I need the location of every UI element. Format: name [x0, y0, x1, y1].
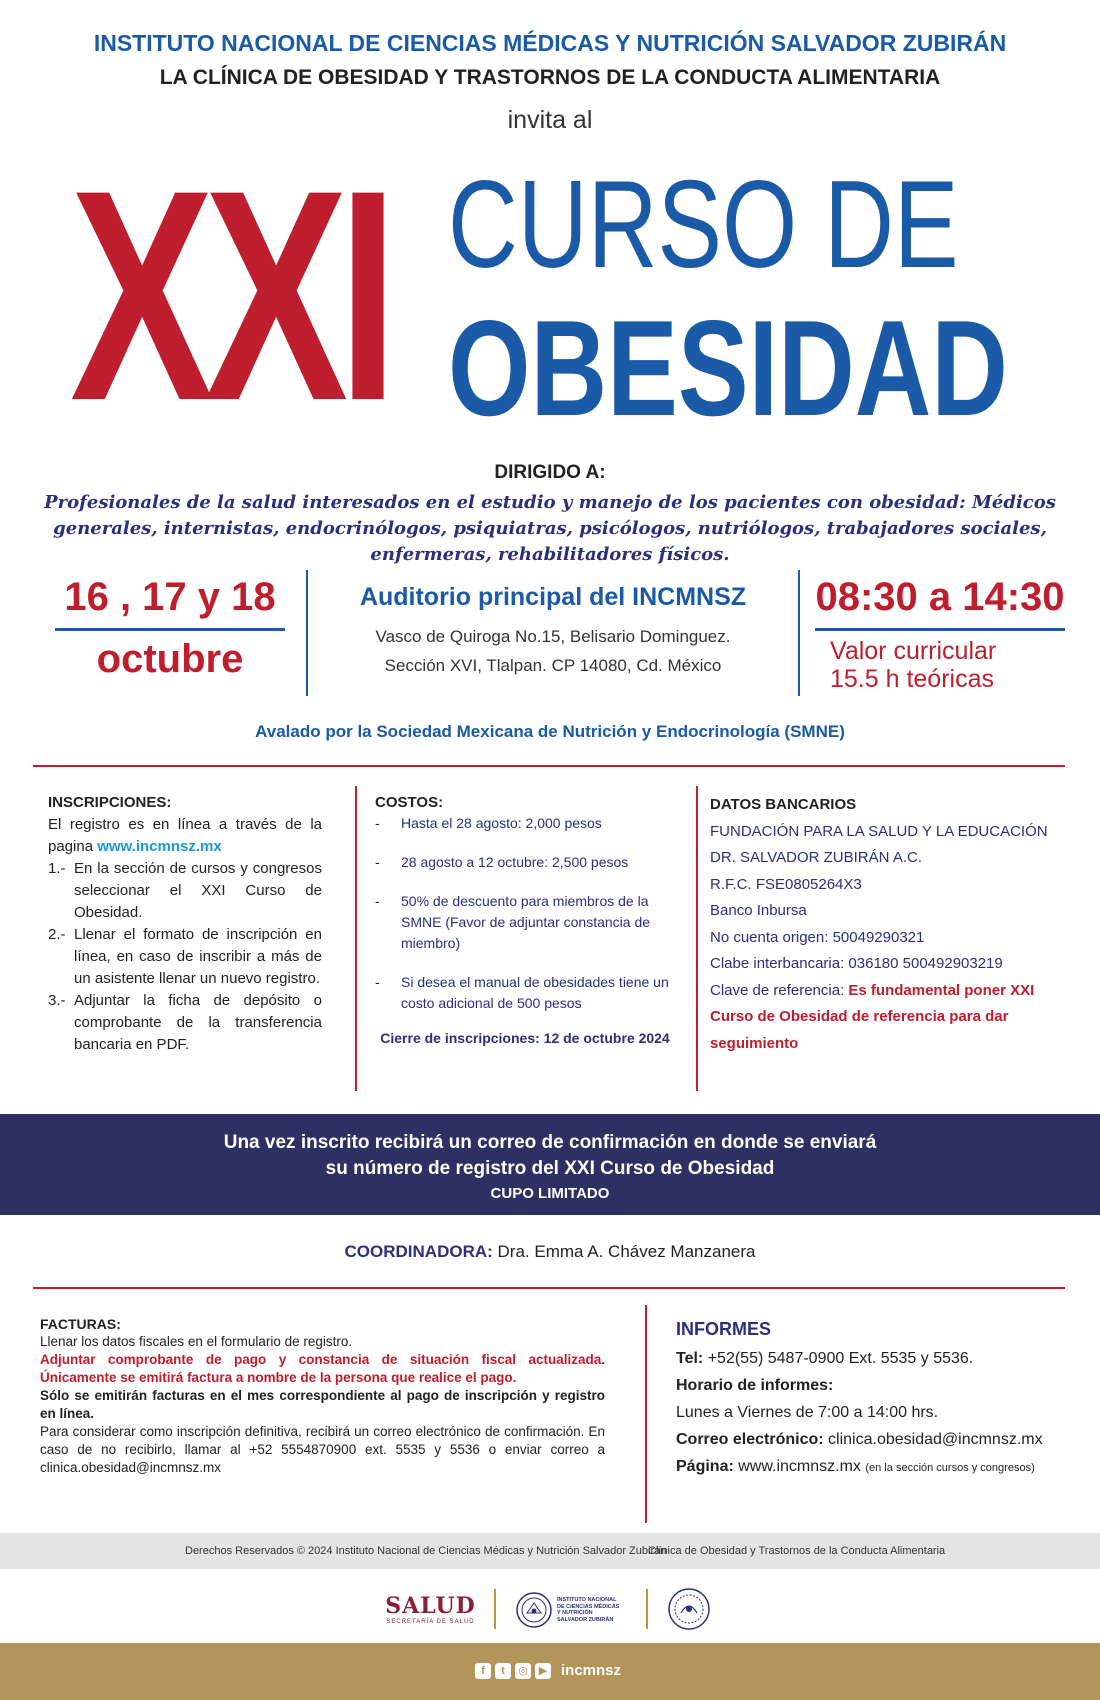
- contact-email-link[interactable]: clinica.obesidad@incmnsz.mx: [823, 1431, 1043, 1448]
- salud-logo-text: SALUD: [385, 1593, 476, 1619]
- list-bullet: -: [375, 815, 380, 831]
- contact-page-label: Página:: [676, 1458, 734, 1475]
- event-month: octubre: [96, 637, 244, 681]
- list-item: [48, 858, 322, 924]
- invoices-heading: FACTURAS:: [40, 1316, 121, 1332]
- social-links: [475, 1662, 621, 1679]
- list-item: [375, 852, 675, 873]
- registration-deadline: Cierre de inscripciones: 12 de octubre 2024: [380, 1030, 670, 1046]
- invite-text: invita al: [507, 106, 593, 134]
- social-handle[interactable]: incmnsz: [561, 1662, 622, 1679]
- invoices-paragraph: Llenar los datos fiscales en el formulario de registro.: [40, 1334, 353, 1349]
- institute-logo-line: DE CIENCIAS MÉDICAS: [557, 1603, 620, 1610]
- venue-address-line-2: Sección XVI, Tlalpan. CP 14080, Cd. México: [384, 656, 722, 675]
- contact-email-label: Correo electrónico:: [676, 1431, 824, 1448]
- list-item: [375, 891, 675, 954]
- registration-intro: [48, 814, 322, 858]
- bank-line: DR. SALVADOR ZUBIRÁN A.C.: [710, 849, 922, 866]
- contact-email: [676, 1426, 1076, 1453]
- clinic-name: LA CLÍNICA DE OBESIDAD Y TRASTORNOS DE LA CONDUCTA ALIMENTARIA: [159, 66, 941, 89]
- list-item: [48, 990, 322, 1056]
- title-roman-numeral: XXI: [70, 127, 388, 463]
- bank-details-section: [710, 792, 1070, 1057]
- bank-reference: [710, 978, 1070, 1058]
- event-days: 16 , 17 y 18: [64, 575, 276, 619]
- event-dates: [55, 572, 285, 683]
- banner-line-1: Una vez inscrito recibirá un correo de confirmación en donde se enviará: [223, 1132, 877, 1153]
- bank-reference-label: Clave de referencia:: [710, 981, 849, 999]
- divider: [696, 786, 698, 1091]
- coordinator-label: COORDINADORA:: [344, 1242, 493, 1261]
- divider: [494, 1589, 496, 1629]
- event-schedule: [815, 572, 1065, 693]
- bank-rfc: R.F.C. FSE0805264X3: [710, 875, 862, 893]
- list-number: 3.-: [48, 992, 66, 1009]
- divider: [306, 570, 308, 696]
- bank-clabe: Clabe interbancaria: 036180 500492903219: [710, 955, 1003, 972]
- bank-heading: DATOS BANCARIOS: [710, 796, 857, 813]
- contact-phone: [676, 1345, 1076, 1372]
- institute-logo-line: INSTITUTO NACIONAL: [557, 1597, 617, 1603]
- footer-social-bar: [0, 1643, 1100, 1700]
- list-text: Llenar el formato de inscripción en línea, en caso de inscribir a más de un asistente llenar un nuevo registro.: [74, 926, 322, 987]
- divider: [798, 570, 800, 696]
- list-number: 2.-: [48, 926, 66, 943]
- title-line-2: OBESIDAD: [448, 292, 1008, 444]
- contact-page-note: (en la sección cursos y congresos): [865, 1462, 1035, 1474]
- institute-seal-icon: [515, 1591, 553, 1629]
- invoices-paragraph: Adjuntar comprobante de pago y constancia de situación fiscal actualizada. Únicamente se emitirá factura a nombre de la persona que realice el pago.: [40, 1352, 605, 1385]
- list-bullet: -: [375, 893, 380, 909]
- list-text: Adjuntar la ficha de depósito o comprobante de la transferencia bancaria en PDF.: [74, 992, 322, 1053]
- contact-page: [676, 1453, 1076, 1482]
- divider: [33, 765, 1065, 767]
- venue-title: Auditorio principal del INCMNSZ: [359, 583, 747, 611]
- footer-rights-bar: [0, 1533, 1100, 1569]
- bank-account: No cuenta origen: 50049290321: [710, 928, 925, 946]
- list-text: 50% de descuento para miembros de la SMNE (Favor de adjuntar constancia de miembro): [401, 893, 651, 951]
- contact-heading: INFORMES: [676, 1319, 772, 1339]
- venue-address-line-1: Vasco de Quiroga No.15, Belisario Dominguez.: [375, 627, 731, 646]
- registration-link[interactable]: www.incmnsz.mx: [97, 838, 222, 855]
- coordinator-name: Dra. Emma A. Chávez Manzanera: [497, 1242, 756, 1261]
- banner-line-2: su número de registro del XXI Curso de Obesidad: [325, 1158, 775, 1179]
- clinic-seal: [667, 1587, 711, 1636]
- list-bullet: -: [375, 854, 380, 870]
- institute-logo: [515, 1585, 625, 1635]
- invoices-paragraph: Sólo se emitirán facturas en el mes correspondiente al pago de inscripción y registro en línea.: [40, 1388, 605, 1421]
- invoices-section: [40, 1315, 605, 1477]
- twitter-icon[interactable]: t: [495, 1663, 511, 1679]
- list-text: 28 agosto a 12 octubre: 2,500 pesos: [401, 854, 629, 870]
- audience-heading: DIRIGIDO A:: [494, 462, 606, 483]
- logos-bar: [0, 1575, 1100, 1643]
- divider: [645, 1305, 647, 1523]
- list-text: Si desea el manual de obesidades tiene un costo adicional de 500 pesos: [401, 974, 669, 1011]
- divider: [33, 1287, 1065, 1289]
- registration-intro-text: El registro es en línea a través de la pagina: [48, 816, 322, 855]
- institute-logo-line: SALVADOR ZUBIRÁN: [557, 1616, 614, 1623]
- bank-reference-value: Es fundamental poner XXI Curso de Obesidad de referencia para dar seguimiento: [710, 981, 1035, 1052]
- banner-line-3: CUPO LIMITADO: [490, 1185, 610, 1202]
- youtube-icon[interactable]: ▶: [535, 1663, 551, 1679]
- title-line-1: CURSO DE: [448, 156, 959, 294]
- salud-logo-subtitle: SECRETARÍA DE SALUD: [386, 1619, 475, 1625]
- clinic-seal-icon: [667, 1587, 711, 1631]
- divider: [355, 786, 357, 1091]
- event-time: 08:30 a 14:30: [815, 575, 1065, 619]
- list-text: En la sección de cursos y congresos seleccionar el XXI Curso de Obesidad.: [74, 860, 322, 921]
- list-item: [375, 813, 675, 834]
- costs-heading: COSTOS:: [375, 794, 444, 811]
- event-venue: [318, 583, 788, 680]
- confirmation-banner: [0, 1114, 1100, 1215]
- credit-line-1: Valor curricular: [830, 637, 997, 665]
- salud-logo: [383, 1593, 478, 1625]
- contact-phone-value: +52(55) 5487-0900 Ext. 5535 y 5536.: [703, 1350, 974, 1367]
- coordinator: [0, 1242, 1100, 1262]
- registration-heading: INSCRIPCIONES:: [48, 794, 172, 811]
- invoices-paragraph: Para considerar como inscripción definitiva, recibirá un correo electrónico de confirmación. En caso de no recibirlo, llamar al +52 5554870900 ext. 5535 y 5536 o enviar correo a clinica.obesidad@incmnsz.mx: [40, 1424, 605, 1475]
- footer-clinic: Clínica de Obesidad y Trastornos de la Conducta Alimentaria: [648, 1545, 946, 1557]
- contact-phone-label: Tel:: [676, 1350, 704, 1367]
- list-item: [375, 972, 675, 1014]
- list-item: [48, 924, 322, 990]
- bank-name: Banco Inbursa: [710, 902, 807, 919]
- contact-page-link[interactable]: www.incmnsz.mx: [733, 1458, 866, 1475]
- divider: [55, 628, 285, 631]
- credit-line-2: 15.5 h teóricas: [830, 665, 994, 693]
- divider: [815, 628, 1065, 631]
- contact-section: [676, 1316, 1076, 1482]
- list-text: Hasta el 28 agosto: 2,000 pesos: [401, 815, 602, 831]
- registration-section: [48, 792, 322, 1056]
- contact-hours-label: Horario de informes:: [676, 1377, 834, 1394]
- contact-hours: Lunes a Viernes de 7:00 a 14:00 hrs.: [676, 1404, 939, 1421]
- institute-name: INSTITUTO NACIONAL DE CIENCIAS MÉDICAS Y NUTRICIÓN SALVADOR ZUBIRÁN: [93, 30, 1007, 56]
- instagram-icon[interactable]: ◎: [515, 1663, 531, 1679]
- audience-text: Profesionales de la salud interesados en el estudio y manejo de los pacientes con obesidad: Médicos generales, internistas, endocrinólogos, psiquiatras, psicólogos, nutriólogos, trabajadores sociales, enfermeras, rehabilitadores físicos.: [44, 492, 1056, 565]
- facebook-icon[interactable]: f: [475, 1663, 491, 1679]
- endorsement: Avalado por la Sociedad Mexicana de Nutrición y Endocrinología (SMNE): [255, 722, 845, 741]
- institute-logo-text: [557, 1597, 619, 1623]
- list-number: 1.-: [48, 860, 66, 877]
- list-bullet: -: [375, 974, 380, 990]
- institute-logo-line: Y NUTRICIÓN: [557, 1610, 593, 1616]
- divider: [646, 1589, 648, 1629]
- footer-rights: Derechos Reservados © 2024 Instituto Nacional de Ciencias Médicas y Nutrición Salvador Zubirán: [185, 1545, 667, 1557]
- costs-section: [375, 792, 675, 1049]
- bank-line: FUNDACIÓN PARA LA SALUD Y LA EDUCACIÓN: [710, 822, 1048, 840]
